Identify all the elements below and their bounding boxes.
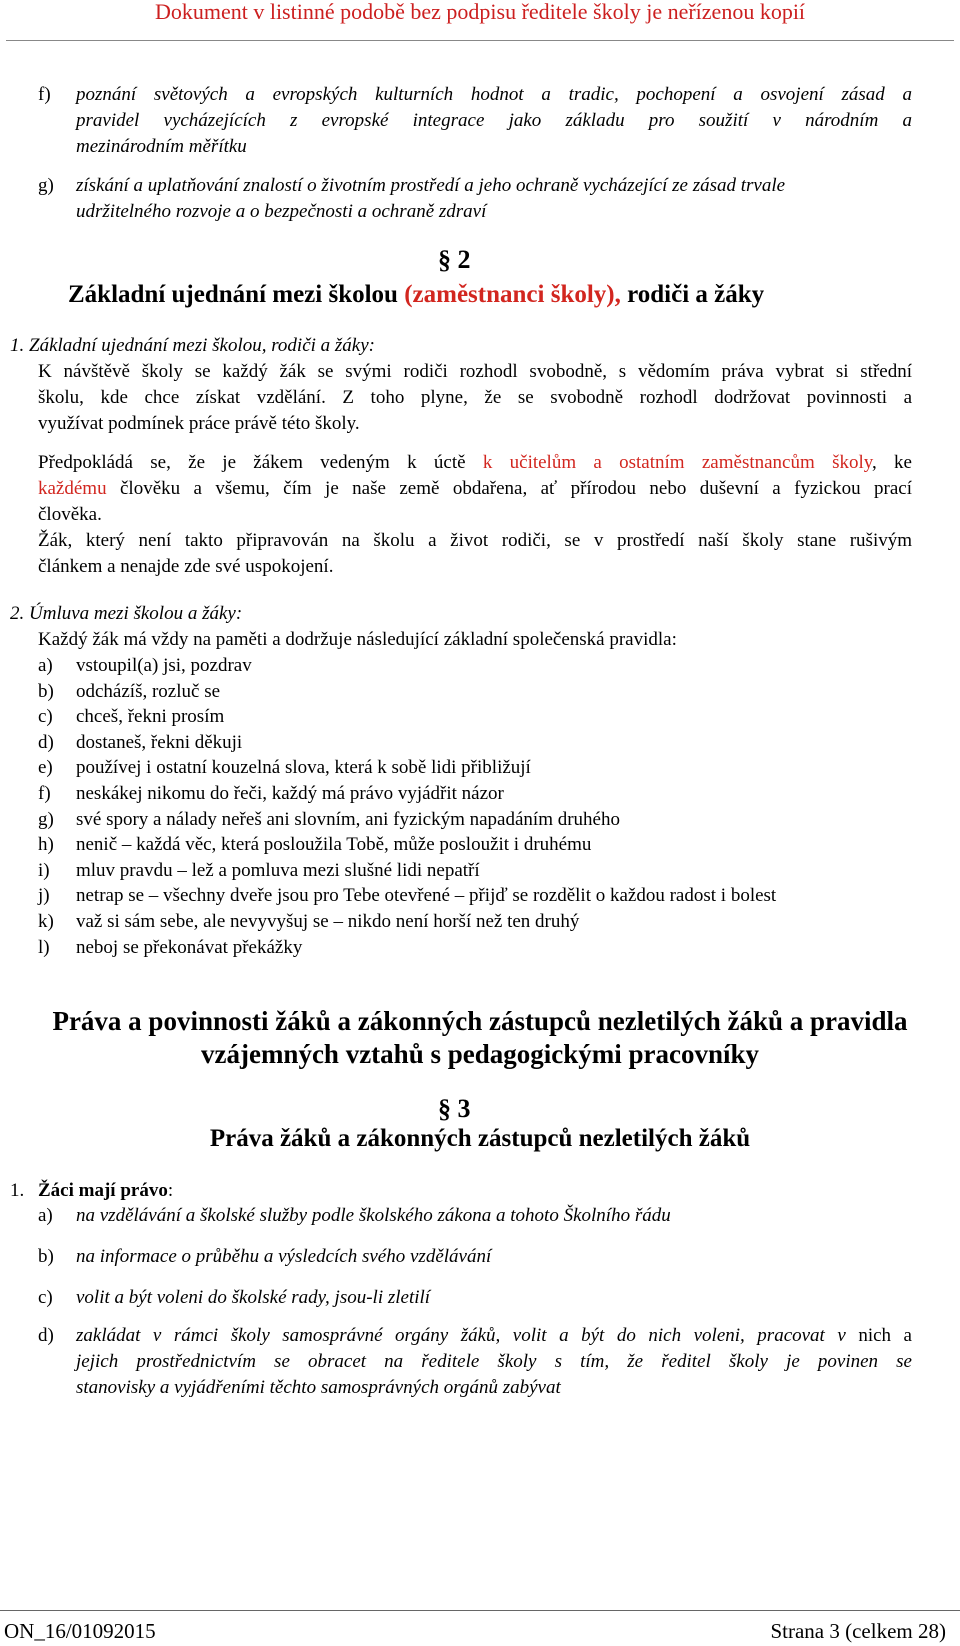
list-text: udržitelného rozvoje a o bezpečnosti a ochraně zdraví [76,201,487,222]
rule-marker: g) [38,808,54,830]
rule-marker: i) [38,859,50,881]
list-text: na informace o průběhu a výsledcích svého vzdělávání [76,1246,492,1267]
document-id: ON_16/01092015 [4,1619,156,1643]
highlight-run: každému [38,478,107,499]
list-text: volit a být voleni do školské rady, jsou-li zletilí [76,1287,431,1308]
paragraph-line: využívat podmínek práce právě této školy. [38,413,360,434]
rights-heading-bold: Žáci mají právo [38,1180,168,1201]
rights-heading-colon: : [167,1180,174,1201]
list-text: stanovisky a vyjádřeními těchto samosprávných orgánů zabývat [76,1377,561,1398]
rule-marker: l) [38,936,50,958]
paragraph-line [38,478,912,500]
rule-text: své spory a nálady neřeš ani slovním, ani fyzickým napadáním druhého [76,808,620,830]
paragraph-line: článkem a nenajde zde své uspokojení. [38,556,334,577]
text-run: nich a [845,1325,912,1346]
rule-text: odcházíš, rozluč se [76,680,221,702]
rule-marker: f) [38,783,51,804]
header-text: Dokument v listinné podobě bez podpisu ředitele školy je neřízenou kopií [154,0,806,24]
section-title [68,280,764,310]
footer-divider [0,1610,960,1611]
rule-text: chceš, řekni prosím [76,706,225,728]
rule-marker: e) [38,757,53,779]
list-text: mezinárodním měřítku [76,136,247,157]
paragraph-line: člověka. [38,504,102,525]
section-title: Práva žáků a zákonných zástupců nezletilých žáků [209,1125,751,1152]
list-text: získání a uplatňování znalostí o životním prostředí a jeho ochraně vycházející ze zásad trvale [76,175,786,196]
rule-marker: a) [38,655,53,676]
list-marker: f) [38,84,51,105]
section-title-part: Základní ujednání mezi školou [68,281,405,308]
text-run: člověku a všemu, čím je naše země obdařena, ať přírodou nebo duševní a fyzickou prací [106,478,912,499]
text-run: Předpokládá se, že je žákem vedeným k úctě [38,452,483,473]
list-marker: g) [38,175,54,196]
list-number: 1. [10,1180,25,1201]
subsection-heading: 2. Úmluva mezi školou a žáky: [10,603,243,624]
rule-text: mluv pravdu – lež a pomluva mezi slušné lidi nepatří [76,859,480,881]
section-sign: § 2 [438,245,471,274]
rule-text: vstoupil(a) jsi, pozdrav [76,655,252,676]
list-text [76,1325,912,1347]
rights-heading [38,1180,173,1202]
rule-marker: j) [38,885,50,907]
text-run: , ke [872,452,912,473]
list-marker: a) [38,1205,53,1226]
list-text: pravidel vycházejících z evropské integrace jako základu pro soužití v národním a [76,110,912,131]
text-run: zakládat v rámci školy samosprávné orgány žáků, volit a být do nich voleni, pracovat v [76,1325,846,1346]
page-number: Strana 3 (celkem 28) [770,1619,946,1643]
list-text: na vzdělávání a školské služby podle školského zákona a tohoto Školního řádu [76,1205,671,1226]
list-marker: d) [38,1325,54,1346]
section-sign: § 3 [438,1094,471,1123]
list-text: poznání světových a evropských kulturních hodnot a tradic, pochopení a osvojení zásad a [76,84,912,105]
rule-text: nenič – každá věc, která posloužila Tobě, může posloužit i druhému [76,834,592,856]
section-title-highlight: (zaměstnanci školy), [404,281,621,308]
rule-marker: k) [38,911,54,932]
subsection-heading: 1. Základní ujednání mezi školou, rodiči a žáky: [10,335,375,356]
paragraph-line: Každý žák má vždy na paměti a dodržuje následující základní společenská pravidla: [38,629,677,650]
rule-marker: b) [38,680,54,702]
rule-text: používej i ostatní kouzelná slova, která k sobě lidi přibližují [76,757,531,779]
rule-marker: c) [38,706,53,728]
paragraph-line: školu, kde chce získat vzdělání. Z toho plyne, že se svobodně rozhodl dodržovat povinnosti a [38,387,912,408]
section-title-part: rodiči a žáky [620,281,765,308]
paragraph-line: Žák, který není takto připravován na školu a život rodiči, se v prostředí naší školy stane rušivým [38,530,912,551]
rule-marker: h) [38,834,54,856]
rule-marker: d) [38,731,54,753]
header-divider [6,40,954,41]
main-heading-line: vzájemných vztahů s pedagogickými pracovníky [200,1039,759,1069]
paragraph-line [38,452,912,474]
list-marker: b) [38,1246,54,1267]
rule-text: neboj se překonávat překážky [76,936,303,958]
rule-text: neskákej nikomu do řeči, každý má právo vyjádřit názor [76,783,504,804]
highlight-run: k učitelům a ostatním zaměstnancům školy [482,452,873,473]
paragraph-line: K návštěvě školy se každý žák se svými rodiči rozhodl svobodně, s vědomím práva vybrat si střední [38,361,912,382]
main-heading-line: Práva a povinnosti žáků a zákonných zástupců nezletilých žáků a pravidla [52,1006,908,1036]
rule-text: dostaneš, řekni děkuji [76,731,243,753]
rule-text: netrap se – všechny dveře jsou pro Tebe otevřené – přijď se rozdělit o každou radost i bolest [76,885,777,907]
rule-text: važ si sám sebe, ale nevyvyšuj se – nikdo není horší než ten druhý [76,911,580,932]
list-text: jejich prostřednictvím se obracet na ředitele školy s tím, že ředitel školy je povinen se [76,1351,912,1372]
list-marker: c) [38,1287,53,1308]
